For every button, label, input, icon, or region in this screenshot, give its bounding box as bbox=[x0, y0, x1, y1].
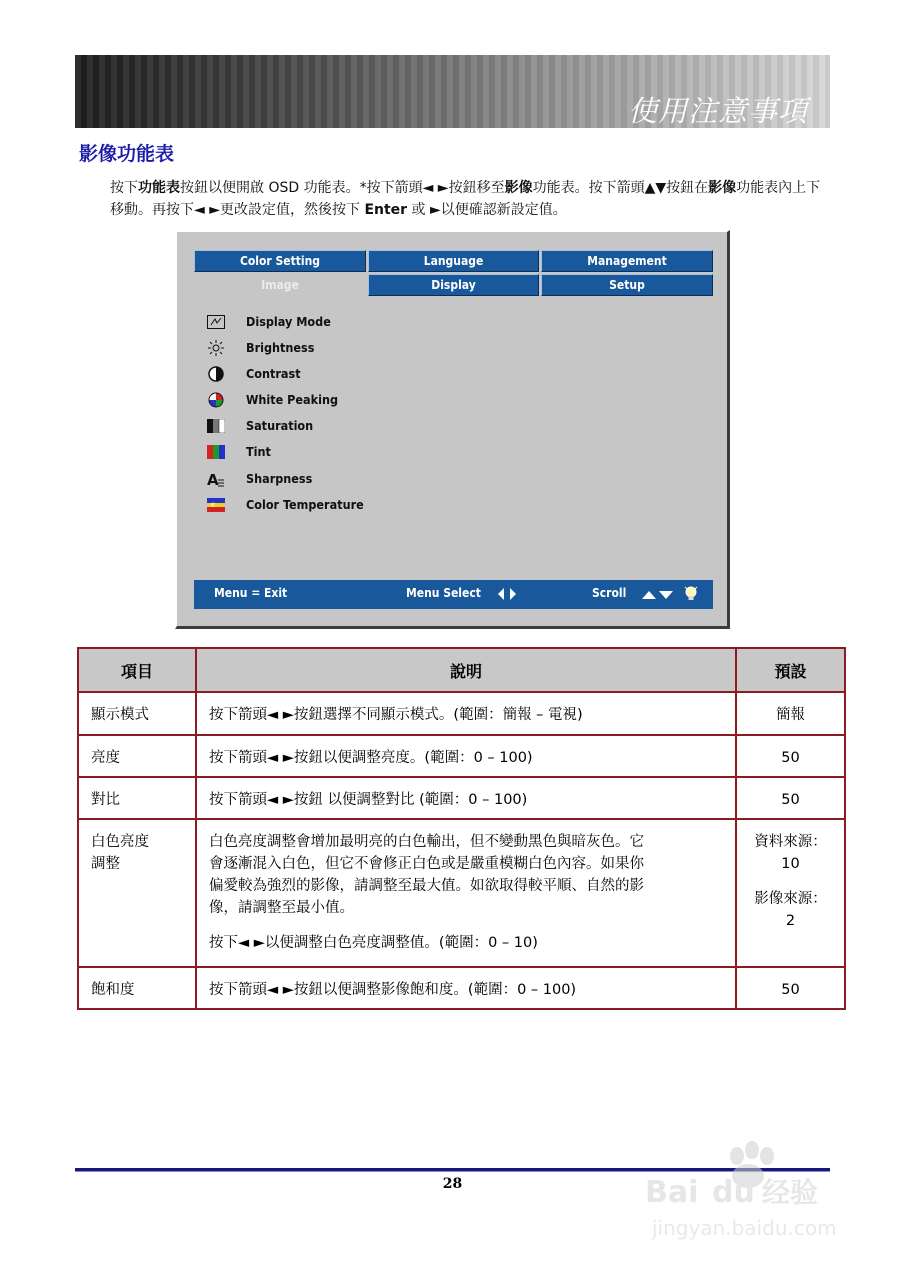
column-header-description: 說明 bbox=[196, 648, 736, 692]
lightbulb-icon bbox=[684, 585, 698, 606]
header-banner bbox=[75, 55, 830, 128]
image-settings-table bbox=[77, 647, 846, 1010]
tab-language[interactable]: Language bbox=[368, 250, 539, 272]
svg-text:du: du bbox=[712, 1175, 755, 1210]
table-row bbox=[78, 819, 845, 967]
intro-bold: 影像 bbox=[504, 180, 533, 196]
svg-text:jingyan.baidu.com: jingyan.baidu.com bbox=[652, 1216, 837, 1240]
table-row bbox=[78, 967, 845, 1009]
table-header-row bbox=[78, 648, 845, 692]
menu-label: Display Mode bbox=[246, 314, 331, 329]
table-cell-default: 50 bbox=[736, 967, 845, 1009]
menu-label: Contrast bbox=[246, 366, 301, 381]
tab-management[interactable]: Management bbox=[541, 250, 713, 272]
default-line: 2 bbox=[785, 913, 796, 929]
description-line: 按下◄ ►以便調整白色亮度調整值。(範圍：0 – 10) bbox=[209, 935, 538, 951]
intro-bold: 影像 bbox=[708, 180, 737, 196]
table-row bbox=[78, 735, 845, 777]
table-cell-description: 按下箭頭◄ ►按鈕 以便調整對比 (範圍：0 – 100) bbox=[196, 777, 736, 819]
saturation-icon bbox=[207, 418, 225, 433]
table-row bbox=[78, 777, 845, 819]
description-line: 像，請調整至最小值。 bbox=[209, 900, 354, 916]
intro-text: 或 ►以便確認新設定值。 bbox=[407, 202, 567, 218]
table-cell-default: 50 bbox=[736, 777, 845, 819]
up-down-arrows-icon bbox=[641, 588, 675, 603]
table-cell-item: 亮度 bbox=[78, 735, 196, 777]
column-header-item: 項目 bbox=[78, 648, 196, 692]
display-mode-icon bbox=[207, 314, 225, 329]
section-title: 影像功能表 bbox=[79, 143, 175, 165]
table-cell-description bbox=[196, 819, 736, 967]
tab-display[interactable]: Display bbox=[368, 274, 539, 296]
column-header-default: 預設 bbox=[736, 648, 845, 692]
contrast-icon bbox=[207, 366, 225, 381]
menu-label: Sharpness bbox=[246, 471, 313, 486]
description-line: 會逐漸混入白色，但它不會修正白色或是嚴重模糊白色內容。如果你 bbox=[209, 856, 644, 872]
white-peaking-icon bbox=[207, 392, 225, 407]
osd-footer-bar bbox=[194, 580, 713, 609]
item-line: 調整 bbox=[91, 856, 120, 872]
table-cell-description: 按下箭頭◄ ►按鈕以便調整影像飽和度。(範圍：0 – 100) bbox=[196, 967, 736, 1009]
intro-bold: Enter bbox=[364, 202, 408, 218]
intro-text: 功能表內上下移動。再按下◄ ►更改設定值，然後按下 bbox=[110, 180, 821, 218]
table-cell-description: 按下箭頭◄ ►按鈕選擇不同顯示模式。(範圍：簡報 – 電視) bbox=[196, 692, 736, 735]
menu-label: Tint bbox=[246, 444, 271, 459]
table-cell-item: 對比 bbox=[78, 777, 196, 819]
default-line: 資料來源： bbox=[754, 834, 827, 850]
intro-paragraph bbox=[110, 177, 825, 221]
table-cell-item: 飽和度 bbox=[78, 967, 196, 1009]
default-line: 10 bbox=[781, 856, 800, 872]
table-cell-item: 顯示模式 bbox=[78, 692, 196, 735]
svg-text:A: A bbox=[207, 470, 219, 487]
svg-text:Bai: Bai bbox=[645, 1175, 699, 1210]
scroll-hint: Scroll bbox=[592, 586, 627, 600]
menu-label: Color Temperature bbox=[246, 497, 364, 512]
menu-select-hint: Menu Select bbox=[406, 586, 481, 600]
table-cell-default: 50 bbox=[736, 735, 845, 777]
left-right-arrows-icon bbox=[496, 587, 518, 604]
intro-text: 按下 bbox=[110, 180, 138, 196]
svg-text:经验: 经验 bbox=[762, 1176, 819, 1209]
menu-label: White Peaking bbox=[246, 392, 339, 407]
table-row bbox=[78, 692, 845, 735]
tab-color-setting[interactable]: Color Setting bbox=[194, 250, 366, 272]
baidu-jingyan-watermark bbox=[640, 1140, 870, 1250]
menu-label: Saturation bbox=[246, 418, 314, 433]
sharpness-icon bbox=[207, 471, 225, 486]
tab-image[interactable]: Image bbox=[194, 274, 366, 296]
osd-menu-screenshot bbox=[175, 230, 730, 629]
table-cell-description: 按下箭頭◄ ►按鈕以便調整亮度。(範圍：0 – 100) bbox=[196, 735, 736, 777]
menu-exit-hint: Menu = Exit bbox=[214, 586, 288, 600]
color-temperature-icon bbox=[207, 497, 225, 512]
description-line: 偏愛較為強烈的影像，請調整至最大值。如欲取得較平順、自然的影 bbox=[209, 878, 644, 894]
svg-text:K: K bbox=[211, 501, 215, 509]
intro-text: 功能表。按下箭頭▲▼按鈕在 bbox=[532, 180, 709, 196]
page-number: 28 bbox=[442, 1176, 463, 1192]
menu-label: Brightness bbox=[246, 340, 315, 355]
table-cell-default bbox=[736, 819, 845, 967]
default-line: 影像來源： bbox=[754, 891, 827, 907]
tab-setup[interactable]: Setup bbox=[541, 274, 713, 296]
item-line: 白色亮度 bbox=[91, 834, 149, 850]
table-cell-default: 簡報 bbox=[736, 692, 845, 735]
header-title: 使用注意事項 bbox=[627, 94, 808, 128]
intro-bold: 功能表 bbox=[138, 180, 180, 196]
table-cell-item bbox=[78, 819, 196, 967]
intro-text: 按鈕以便開啟 OSD 功能表。*按下箭頭◄ ►按鈕移至 bbox=[180, 180, 505, 196]
tint-icon bbox=[207, 444, 225, 459]
description-line: 白色亮度調整會增加最明亮的白色輸出，但不變動黑色與暗灰色。它 bbox=[209, 834, 644, 850]
brightness-sun-icon bbox=[207, 340, 225, 355]
